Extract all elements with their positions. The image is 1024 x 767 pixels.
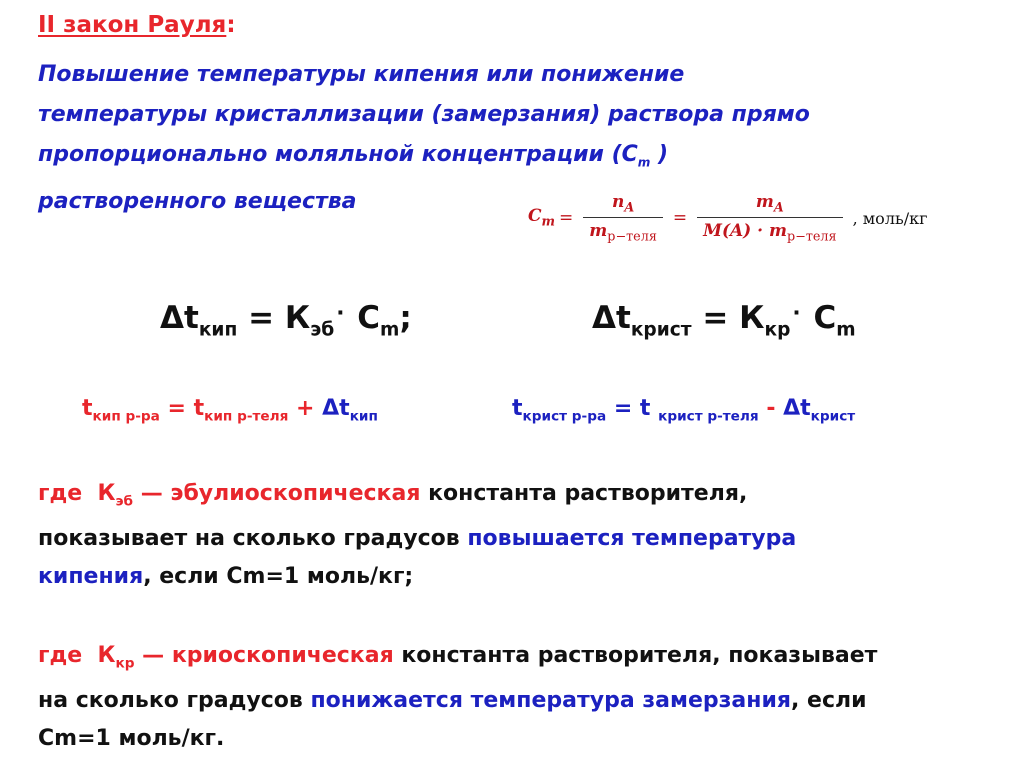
f2-num-sub: A	[773, 200, 784, 215]
cryst-t2-sub: крист р-теля	[658, 408, 759, 425]
para2-line-2	[38, 682, 877, 720]
fraction-1	[583, 192, 663, 245]
para1-line3a: кипения	[38, 564, 144, 590]
para1-rest: константа растворителя,	[420, 481, 748, 506]
cryst-t3-sub: крист	[810, 408, 856, 425]
cryoscopic-paragraph	[38, 637, 877, 758]
boiling-temperature-relation	[82, 396, 378, 425]
boil-semicolon: ;	[399, 300, 412, 336]
cryst-c-sub: m	[836, 319, 856, 341]
title-colon: :	[226, 12, 236, 38]
cm-sub: m	[637, 155, 651, 170]
fraction-1-numerator	[606, 192, 640, 217]
definition-line-1: Повышение температуры кипения или понижение	[38, 62, 685, 87]
title-text: II закон Рауля	[38, 12, 227, 38]
f2-den-sub: р−теля	[786, 229, 837, 245]
boil-plus: +	[288, 396, 323, 421]
para2-line2a: на сколько градусов	[38, 688, 311, 714]
cryst-k: = К	[691, 300, 765, 336]
para2-highlight: понижается температура замерзания	[310, 688, 791, 714]
cryst-minus: -	[758, 396, 784, 421]
para1-highlight: повышается температура	[467, 526, 797, 552]
boil-t1: t	[82, 396, 93, 421]
f2-num: m	[755, 191, 774, 212]
para2-k-sub: кр	[115, 655, 135, 672]
formula-lhs-sub: m	[541, 214, 556, 230]
boil-t3: Δt	[322, 396, 350, 421]
para1-line-1	[38, 475, 796, 520]
para2-line-3: Сm=1 моль/кг.	[38, 726, 225, 752]
formula-lhs-c: C	[528, 206, 542, 227]
para2-line2c: , если	[791, 688, 867, 714]
f1-num-sub: A	[624, 200, 635, 215]
formula-eq-2: =	[672, 208, 688, 228]
cm-close: )	[650, 142, 669, 167]
definition-line-3-text: пропорционально моляльной концентрации (С	[38, 142, 638, 167]
ebullioscopic-paragraph	[38, 475, 796, 596]
definition-line-2: температуры кристаллизации (замерзания) раствора прямо	[38, 102, 810, 127]
para1-line2a: показывает на сколько градусов	[38, 526, 468, 552]
formula-lhs	[528, 206, 555, 229]
cryst-t3: Δt	[783, 396, 811, 421]
cryst-c: С	[802, 300, 837, 336]
f1-num: n	[611, 191, 625, 212]
f1-den-sub: р−теля	[607, 229, 657, 245]
cryst-delta-t: Δt	[592, 300, 631, 336]
boil-t1-sub: кип р-ра	[92, 408, 160, 425]
para1-line-2	[38, 520, 796, 558]
cryst-dot: ·	[792, 301, 801, 327]
fraction-1-denominator	[583, 217, 663, 244]
f2-den: M(A) · m	[703, 221, 787, 241]
formula-eq-1: =	[559, 208, 574, 228]
boil-k-sub: эб	[310, 319, 335, 341]
cryst-k-sub: кр	[764, 319, 791, 341]
cryst-t1-sub: крист р-ра	[522, 408, 607, 425]
slide-title	[38, 12, 236, 38]
definition-line-4: растворенного вещества	[38, 189, 357, 215]
molality-formula	[528, 186, 927, 250]
boil-t2-sub: кип р-теля	[204, 408, 289, 425]
formula-unit: , моль/кг	[852, 208, 928, 228]
cryst-t2: t	[639, 396, 659, 421]
boil-delta-t: Δt	[160, 300, 199, 336]
para1-line3b: , если Сm=1 моль/кг;	[143, 564, 414, 590]
para2-term: — криоскопическая	[134, 643, 394, 668]
boil-delta-t-sub: кип	[198, 319, 238, 341]
boil-c-sub: m	[380, 319, 400, 341]
para1-where: где К	[38, 481, 116, 506]
crystallization-equation	[592, 300, 856, 340]
fraction-2-denominator	[697, 217, 842, 244]
para2-where: где К	[38, 643, 116, 668]
fraction-2-numerator	[750, 192, 790, 217]
crystallization-temperature-relation	[512, 396, 855, 425]
para1-k-sub: эб	[115, 493, 134, 510]
cryst-eq: =	[606, 396, 640, 421]
fraction-2	[697, 192, 842, 245]
boil-k: = К	[237, 300, 311, 336]
boiling-equation	[160, 300, 412, 340]
para2-line-1	[38, 637, 877, 682]
cryst-t1: t	[512, 396, 523, 421]
definition-line-3	[38, 135, 810, 182]
boil-t3-sub: кип	[349, 408, 378, 425]
f1-den: m	[589, 221, 608, 241]
boil-dot: ·	[336, 301, 345, 327]
para1-term: — эбулиоскопическая	[133, 481, 421, 506]
cryst-delta-t-sub: крист	[630, 319, 692, 341]
boil-c: С	[346, 300, 381, 336]
boil-eq: =	[159, 396, 194, 421]
boil-t2: t	[193, 396, 205, 421]
para1-line-3	[38, 558, 796, 596]
para2-rest: константа растворителя, показывает	[393, 643, 878, 668]
